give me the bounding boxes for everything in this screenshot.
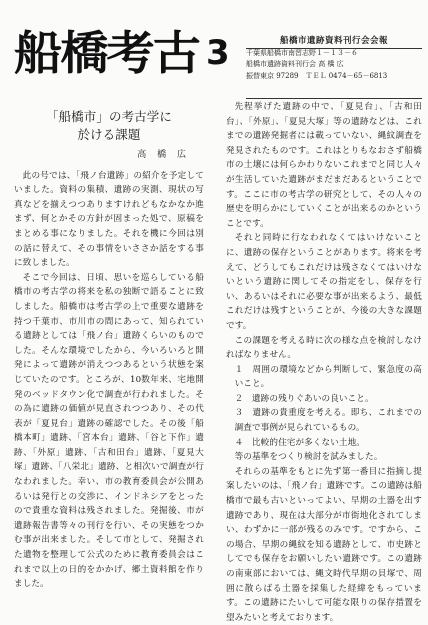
- body-paragraph: 先程挙げた遺跡の中で、「夏見台」、「古和田台」、「外原」、「夏見大塚」等の遺跡などは、これまでの遺跡発掘者には載っていない、縄紋調査を発見されたものです。これはとりもなおさず船橋市の土壌には何らかわりないこれまでと同じ人々が生活していた遺跡がまだまだあるということです。ここに市の考古学の研究として、その人々の歴史を明らかにしていくことが出来るのかということです。: [226, 102, 422, 229]
- criteria-item: ４ 比較的住宅が多くない土地。: [234, 437, 366, 448]
- body-paragraph: 等の基準をつくり検討を試みました。: [234, 452, 383, 463]
- right-column: [226, 100, 422, 623]
- body-paragraph: そこで今回は、日頃、思いを巡らしている船橋市の考古学の将来を私の独断で語ることに致しました。船橋市は考古学の上で重要な遺跡を持つ千葉市、市川市の間にあって、知られている遺跡としては「飛ノ台」遺跡くらいのものでした。そんな環境でしたから、今いろいろと開発によって遺跡が消えつつあるという状態を案じていたのです。ところが、10数年来、宅地開発のベッドタウン化で調査が行われました。その為に遺跡の価値が見直されつつあり、その代表が「夏見台」遺跡の確認でした。その後「船橋本町」遺跡、「宮本台」遺跡、「谷と下作」遺跡、「外原」遺跡、「古和田台」遺跡、「夏見大塚」遺跡、「八栄北」遺跡、と相次いで調査が行なわれました。幸い、市の教育委員会が公開あるいは発行との交渉に、インドネシアをとったので貴重な資料は残されました。発掘後、市が遺跡報告書等々の刊行を行い、その実態をつかむ事が出来ました。そして市として、発掘された遺物を整理して公式のために教育委員会はこれまで以上の日的をかかげ、郷土資料館を作りました。: [14, 272, 204, 590]
- masthead-title: 船橋考古: [14, 26, 199, 80]
- publisher-phone: 振替東京 97289 ＴＥＬ 0474－65－6813: [246, 71, 388, 80]
- publisher-rule-top: [246, 48, 422, 49]
- left-column: [14, 108, 204, 592]
- criteria-item: ３ 遺跡の貴重度を考える。即ち、これまでの調査で事例が見られているもの。: [234, 408, 422, 434]
- body-paragraph: 此の号では、「飛ノ台遺跡」の紹介を予定していました。資料の集積、遺跡の実測、現状の写真などを揃えつつありますけれどもなかなか進まず、何とかその方針が固まった処で、原稿をまとめる事になりました。それを機に今回は別の話に替えて、その事情をいささか話をする事に致しました。: [14, 170, 204, 269]
- publisher-contact: 船橋市遺跡資料刊行会 高 橋 広: [246, 60, 344, 68]
- publisher-address: 千葉県船橋市南習志野１－１３－６: [246, 48, 358, 57]
- article-title-line2: 於ける課題: [77, 127, 141, 142]
- body-paragraph: それと同時に行なわれなくてはいけないことに、遺跡の保存ということがあります。将来を考えて、どうしてもこれだけは残さなくてはいけないという遺跡に関してその指定をし、保存を行い、あるいはそれに必要な事が出来るよう、最低これだけは残すということが、今後の大きな課題です。: [226, 233, 422, 331]
- body-paragraph: この課題を考える時に次の様な点を検討しなければなりません。: [226, 335, 422, 361]
- criteria-item: ２ 遺跡の残りぐあいの良いこと。: [234, 393, 374, 404]
- publisher-rule-bottom: [246, 98, 422, 99]
- publisher-name: 船橋市遺跡資料刊行会会報: [279, 36, 388, 46]
- article-title-line1: 「船橋市」の考古学に: [45, 109, 172, 124]
- article-author: 高 橋 広: [137, 150, 190, 160]
- issue-number: 3: [206, 33, 230, 73]
- article-title: [14, 108, 204, 144]
- criteria-item: １ 周囲の環境などから判断して、緊急度の高いこと。: [234, 364, 422, 390]
- publisher-box: [246, 36, 422, 98]
- body-paragraph: それらの基準をもとに先ず第一番目に指摘し提案したいのは、「飛ノ台」遺跡です。この遺跡は船橋市で最も古いといってよい、早期の土器を出す遺跡であり、現在は大部分が市街地化されてしまい、わずかに一部が残るのみです。ですから、この場合、早期の縄紋を知る遺跡として、市史跡としてでも保存をお願いしたい遺跡です。この遺跡の南東部においては、縄文時代早期の貝塚で、周囲に散らばる土器を採集した経緯をもっています。この遺跡にたいして可能な限りの保存措置を望みたいと考えております。: [226, 466, 422, 623]
